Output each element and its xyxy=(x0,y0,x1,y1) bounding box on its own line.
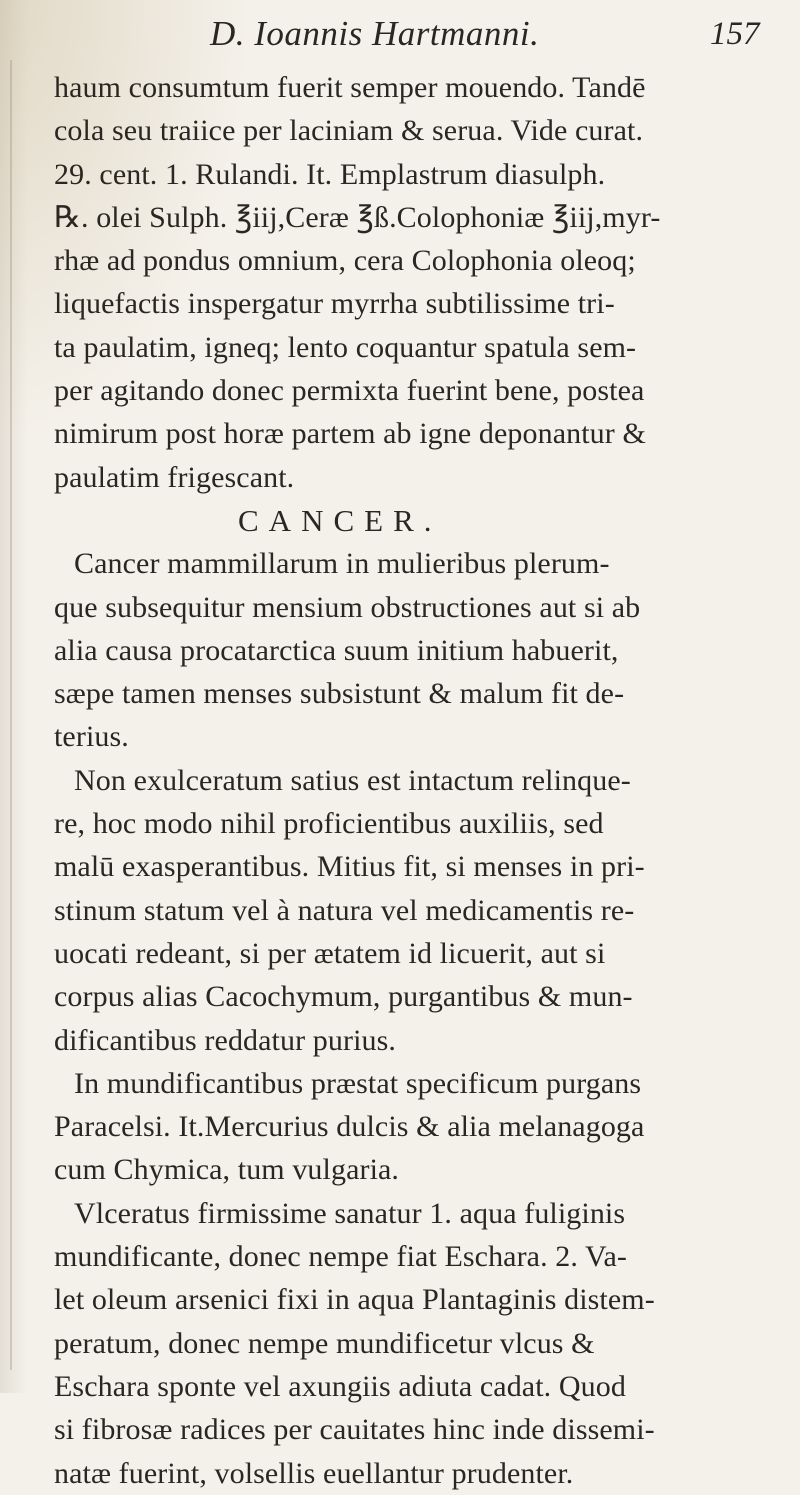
text-line: stinum statum vel à natura vel medicamentis re- xyxy=(54,893,635,927)
page-header xyxy=(0,14,800,64)
text-line: Non exulceratum satius est intactum relinque- xyxy=(74,763,631,797)
text-line: terius. xyxy=(54,720,129,754)
text-line: sæpe tamen menses subsistunt & malum fit de- xyxy=(54,677,625,711)
text-line: cum Chymica, tum vulgaria. xyxy=(54,1153,400,1187)
text-line: que subsequitur mensium obstructiones aut si ab xyxy=(54,590,641,624)
text-line: alia causa procatarctica suum initium habuerit, xyxy=(54,633,619,667)
text-line: re, hoc modo nihil proficientibus auxiliis, sed xyxy=(54,807,604,841)
text-line: ℞. olei Sulph. ℥iij,Ceræ ℥ß.Colophoniæ ℥iij,myr- xyxy=(54,200,661,234)
text-line: paulatim frigescant. xyxy=(54,460,295,494)
body-text xyxy=(54,66,794,1495)
page-number: 157 xyxy=(710,16,760,52)
text-line: malū exasperantibus. Mitius fit, si menses in pri- xyxy=(54,850,645,884)
text-line: natæ fuerint, volsellis euellantur prudenter. xyxy=(54,1456,574,1490)
text-line: si fibrosæ radices per cauitates hinc inde dissemi- xyxy=(54,1413,655,1447)
text-line: uocati redeant, si per ætatem id licuerit, aut si xyxy=(54,936,606,970)
text-line: Eschara sponte vel axungiis adiuta cadat. Quod xyxy=(54,1369,626,1403)
text-line: per agitando donec permixta fuerint bene, postea xyxy=(54,374,645,408)
text-line: Vlceratus firmissime sanatur 1. aqua fuliginis xyxy=(74,1196,626,1230)
gutter-shadow xyxy=(10,60,12,1370)
text-line: mundificante, donec nempe fiat Eschara. 2. Va- xyxy=(54,1240,627,1274)
text-line: peratum, donec nempe mundificetur vlcus & xyxy=(54,1326,595,1360)
running-head: D. Ioannis Hartmanni. xyxy=(210,14,540,53)
text-line: corpus alias Cacochymum, purgantibus & mun- xyxy=(54,980,633,1014)
text-line: liquefactis inspergatur myrrha subtilissime tri- xyxy=(54,287,615,321)
text-line: Cancer mammillarum in mulieribus plerum- xyxy=(74,547,610,581)
text-line: In mundificantibus præstat specificum purgans xyxy=(74,1066,642,1100)
text-line: dificantibus reddatur purius. xyxy=(54,1023,396,1057)
section-heading: CANCER. xyxy=(238,502,442,538)
text-line: ta paulatim, igneq; lento coquantur spatula sem- xyxy=(54,330,637,364)
text-line: cola seu traiice per laciniam & serua. Vide curat. xyxy=(54,114,644,148)
text-line: Paracelsi. It.Mercurius dulcis & alia melanagoga xyxy=(54,1110,645,1144)
text-line: 29. cent. 1. Rulandi. It. Emplastrum diasulph. xyxy=(54,157,606,191)
text-line: haum consumtum fuerit semper mouendo. Tandē xyxy=(54,71,646,104)
text-line: nimirum post horæ partem ab igne deponantur & xyxy=(54,417,646,451)
text-line: let oleum arsenici fixi in aqua Plantaginis distem- xyxy=(54,1283,655,1317)
text-line: rhæ ad pondus omnium, cera Colophonia oleoq; xyxy=(54,244,636,278)
